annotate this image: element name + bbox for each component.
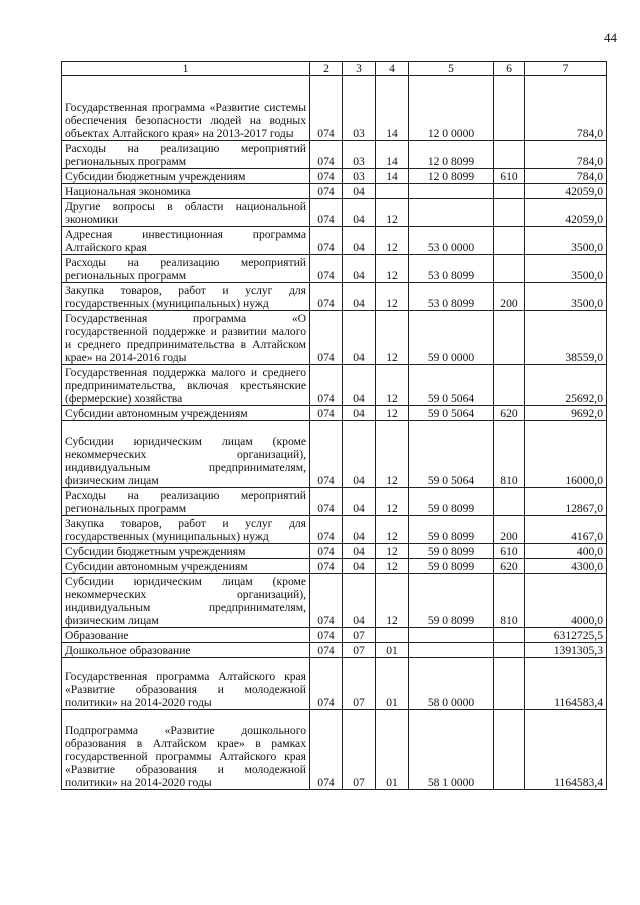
row-cell-c5: 12 0 0000 [409, 76, 494, 141]
row-cell-c4: 12 [376, 227, 409, 255]
row-cell-c5: 59 0 8099 [409, 516, 494, 544]
row-cell-c2: 074 [310, 628, 343, 643]
row-name-cell: Субсидии юридическим лицам (кроме некоммерческих организаций), индивидуальным предпринимателям, физическим лицам [62, 574, 310, 628]
row-cell-c5 [409, 184, 494, 199]
row-name-cell: Расходы на реализацию мероприятий региональных программ [62, 255, 310, 283]
row-cell-c7: 3500,0 [525, 227, 607, 255]
row-cell-c4 [376, 184, 409, 199]
row-cell-c2: 074 [310, 199, 343, 227]
column-header: 7 [525, 62, 607, 76]
row-cell-c7: 3500,0 [525, 283, 607, 311]
row-cell-c7: 4300,0 [525, 559, 607, 574]
table-row [62, 574, 607, 628]
row-cell-c6 [494, 311, 525, 365]
row-cell-c6 [494, 710, 525, 790]
row-cell-c6: 620 [494, 559, 525, 574]
row-cell-c2: 074 [310, 710, 343, 790]
row-name-cell: Дошкольное образование [62, 643, 310, 658]
row-cell-c3: 03 [343, 169, 376, 184]
table-row [62, 365, 607, 406]
page-number: 44 [604, 30, 617, 45]
row-cell-c3: 04 [343, 516, 376, 544]
row-cell-c2: 074 [310, 255, 343, 283]
row-cell-c7: 784,0 [525, 141, 607, 169]
row-cell-c5: 53 0 8099 [409, 255, 494, 283]
row-cell-c2: 074 [310, 141, 343, 169]
row-cell-c5: 53 0 8099 [409, 283, 494, 311]
row-name-cell: Расходы на реализацию мероприятий региональных программ [62, 141, 310, 169]
row-cell-c5 [409, 199, 494, 227]
row-cell-c6 [494, 184, 525, 199]
row-cell-c3: 04 [343, 227, 376, 255]
row-cell-c7: 784,0 [525, 76, 607, 141]
row-cell-c5: 58 1 0000 [409, 710, 494, 790]
row-cell-c2: 074 [310, 76, 343, 141]
row-cell-c2: 074 [310, 559, 343, 574]
table-row [62, 658, 607, 710]
row-name-cell: Адресная инвестиционная программа Алтайского края [62, 227, 310, 255]
column-header: 4 [376, 62, 409, 76]
table-row [62, 141, 607, 169]
table-row [62, 184, 607, 199]
row-cell-c4: 14 [376, 169, 409, 184]
row-name-cell: Субсидии бюджетным учреждениям [62, 169, 310, 184]
row-cell-c3: 07 [343, 628, 376, 643]
row-cell-c7: 400,0 [525, 544, 607, 559]
row-cell-c6: 620 [494, 406, 525, 421]
table-row [62, 643, 607, 658]
row-cell-c2: 074 [310, 184, 343, 199]
row-cell-c4: 01 [376, 710, 409, 790]
row-cell-c2: 074 [310, 516, 343, 544]
row-cell-c6 [494, 628, 525, 643]
row-cell-c2: 074 [310, 544, 343, 559]
row-name-cell: Национальная экономика [62, 184, 310, 199]
row-cell-c7: 12867,0 [525, 488, 607, 516]
row-cell-c6: 200 [494, 516, 525, 544]
table-row [62, 406, 607, 421]
row-cell-c7: 25692,0 [525, 365, 607, 406]
row-cell-c3: 04 [343, 544, 376, 559]
row-cell-c4 [376, 628, 409, 643]
row-cell-c7: 784,0 [525, 169, 607, 184]
column-header: 2 [310, 62, 343, 76]
row-cell-c2: 074 [310, 365, 343, 406]
row-cell-c7: 38559,0 [525, 311, 607, 365]
row-name-cell: Субсидии юридическим лицам (кроме некоммерческих организаций), индивидуальным предпринимателям, физическим лицам [62, 421, 310, 488]
row-cell-c4: 12 [376, 559, 409, 574]
row-name-cell: Субсидии автономным учреждениям [62, 406, 310, 421]
row-cell-c4: 12 [376, 283, 409, 311]
row-cell-c4: 12 [376, 311, 409, 365]
row-cell-c7: 4167,0 [525, 516, 607, 544]
row-cell-c3: 07 [343, 710, 376, 790]
column-header: 6 [494, 62, 525, 76]
row-name-cell: Образование [62, 628, 310, 643]
row-cell-c7: 1391305,3 [525, 643, 607, 658]
row-cell-c6: 610 [494, 169, 525, 184]
row-cell-c7: 1164583,4 [525, 710, 607, 790]
row-cell-c6 [494, 76, 525, 141]
table-row [62, 227, 607, 255]
row-cell-c4: 14 [376, 76, 409, 141]
column-header: 3 [343, 62, 376, 76]
row-cell-c3: 04 [343, 365, 376, 406]
row-cell-c2: 074 [310, 421, 343, 488]
table-row [62, 421, 607, 488]
row-cell-c7: 3500,0 [525, 255, 607, 283]
table-row [62, 76, 607, 141]
row-name-cell: Государственная программа «О государственной поддержке и развитии малого и среднего предпринимательства в Алтайском крае» на 2014-2016 годы [62, 311, 310, 365]
row-cell-c6 [494, 643, 525, 658]
row-cell-c5: 59 0 0000 [409, 311, 494, 365]
row-cell-c7: 42059,0 [525, 199, 607, 227]
row-cell-c3: 04 [343, 199, 376, 227]
row-cell-c4: 12 [376, 199, 409, 227]
table-row [62, 283, 607, 311]
row-cell-c5 [409, 628, 494, 643]
row-cell-c4: 01 [376, 658, 409, 710]
row-cell-c6: 810 [494, 574, 525, 628]
row-cell-c5 [409, 643, 494, 658]
row-cell-c6 [494, 488, 525, 516]
row-cell-c3: 03 [343, 141, 376, 169]
row-cell-c4: 01 [376, 643, 409, 658]
row-name-cell: Подпрограмма «Развитие дошкольного образования в Алтайском крае» в рамках государственной программы Алтайского края «Развитие образования и молодежной политики» на 2014-2020 годы [62, 710, 310, 790]
row-cell-c4: 12 [376, 516, 409, 544]
row-cell-c3: 04 [343, 255, 376, 283]
row-cell-c5: 59 0 8099 [409, 488, 494, 516]
row-cell-c4: 12 [376, 421, 409, 488]
row-cell-c5: 59 0 8099 [409, 559, 494, 574]
row-cell-c2: 074 [310, 311, 343, 365]
row-cell-c5: 58 0 0000 [409, 658, 494, 710]
row-cell-c7: 4000,0 [525, 574, 607, 628]
row-cell-c3: 04 [343, 488, 376, 516]
row-cell-c6 [494, 658, 525, 710]
row-cell-c3: 04 [343, 406, 376, 421]
row-cell-c3: 07 [343, 643, 376, 658]
row-cell-c4: 12 [376, 544, 409, 559]
row-cell-c7: 42059,0 [525, 184, 607, 199]
row-cell-c3: 04 [343, 283, 376, 311]
row-cell-c7: 16000,0 [525, 421, 607, 488]
row-cell-c4: 12 [376, 574, 409, 628]
row-cell-c5: 59 0 5064 [409, 365, 494, 406]
table-row [62, 255, 607, 283]
row-cell-c6 [494, 255, 525, 283]
row-cell-c6 [494, 365, 525, 406]
table-row [62, 559, 607, 574]
table-row [62, 710, 607, 790]
row-name-cell: Государственная поддержка малого и среднего предпринимательства, включая крестьянские (фермерские) хозяйства [62, 365, 310, 406]
row-cell-c6: 810 [494, 421, 525, 488]
row-cell-c3: 03 [343, 76, 376, 141]
row-cell-c2: 074 [310, 406, 343, 421]
row-cell-c5: 12 0 8099 [409, 141, 494, 169]
header-row [62, 62, 607, 76]
table-row [62, 488, 607, 516]
row-cell-c2: 074 [310, 643, 343, 658]
row-cell-c3: 04 [343, 421, 376, 488]
row-cell-c7: 1164583,4 [525, 658, 607, 710]
row-cell-c6 [494, 227, 525, 255]
row-cell-c4: 12 [376, 406, 409, 421]
table-row [62, 311, 607, 365]
row-cell-c6 [494, 199, 525, 227]
row-cell-c3: 04 [343, 574, 376, 628]
row-cell-c2: 074 [310, 169, 343, 184]
table-row [62, 516, 607, 544]
row-cell-c7: 9692,0 [525, 406, 607, 421]
row-cell-c2: 074 [310, 227, 343, 255]
row-name-cell: Государственная программа Алтайского края «Развитие образования и молодежной политики» на 2014-2020 годы [62, 658, 310, 710]
row-cell-c2: 074 [310, 658, 343, 710]
row-cell-c4: 12 [376, 255, 409, 283]
row-cell-c6: 610 [494, 544, 525, 559]
row-name-cell: Закупка товаров, работ и услуг для государственных (муниципальных) нужд [62, 283, 310, 311]
row-cell-c2: 074 [310, 283, 343, 311]
row-name-cell: Субсидии автономным учреждениям [62, 559, 310, 574]
row-cell-c5: 12 0 8099 [409, 169, 494, 184]
column-header: 5 [409, 62, 494, 76]
row-name-cell: Другие вопросы в области национальной экономики [62, 199, 310, 227]
table-row [62, 544, 607, 559]
budget-table [61, 61, 607, 790]
row-cell-c3: 04 [343, 184, 376, 199]
row-cell-c3: 07 [343, 658, 376, 710]
row-cell-c6 [494, 141, 525, 169]
table-row [62, 628, 607, 643]
row-cell-c3: 04 [343, 311, 376, 365]
row-cell-c7: 6312725,5 [525, 628, 607, 643]
row-cell-c5: 53 0 0000 [409, 227, 494, 255]
row-name-cell: Закупка товаров, работ и услуг для государственных (муниципальных) нужд [62, 516, 310, 544]
row-cell-c3: 04 [343, 559, 376, 574]
table-row [62, 199, 607, 227]
row-cell-c4: 12 [376, 488, 409, 516]
row-name-cell: Расходы на реализацию мероприятий региональных программ [62, 488, 310, 516]
row-cell-c5: 59 0 5064 [409, 421, 494, 488]
row-cell-c4: 12 [376, 365, 409, 406]
row-name-cell: Государственная программа «Развитие системы обеспечения безопасности людей на водных объектах Алтайского края» на 2013-2017 годы [62, 76, 310, 141]
row-cell-c4: 14 [376, 141, 409, 169]
row-cell-c2: 074 [310, 488, 343, 516]
row-cell-c6: 200 [494, 283, 525, 311]
row-cell-c2: 074 [310, 574, 343, 628]
row-cell-c5: 59 0 8099 [409, 574, 494, 628]
row-name-cell: Субсидии бюджетным учреждениям [62, 544, 310, 559]
column-header: 1 [62, 62, 310, 76]
row-cell-c5: 59 0 5064 [409, 406, 494, 421]
table-row [62, 169, 607, 184]
row-cell-c5: 59 0 8099 [409, 544, 494, 559]
